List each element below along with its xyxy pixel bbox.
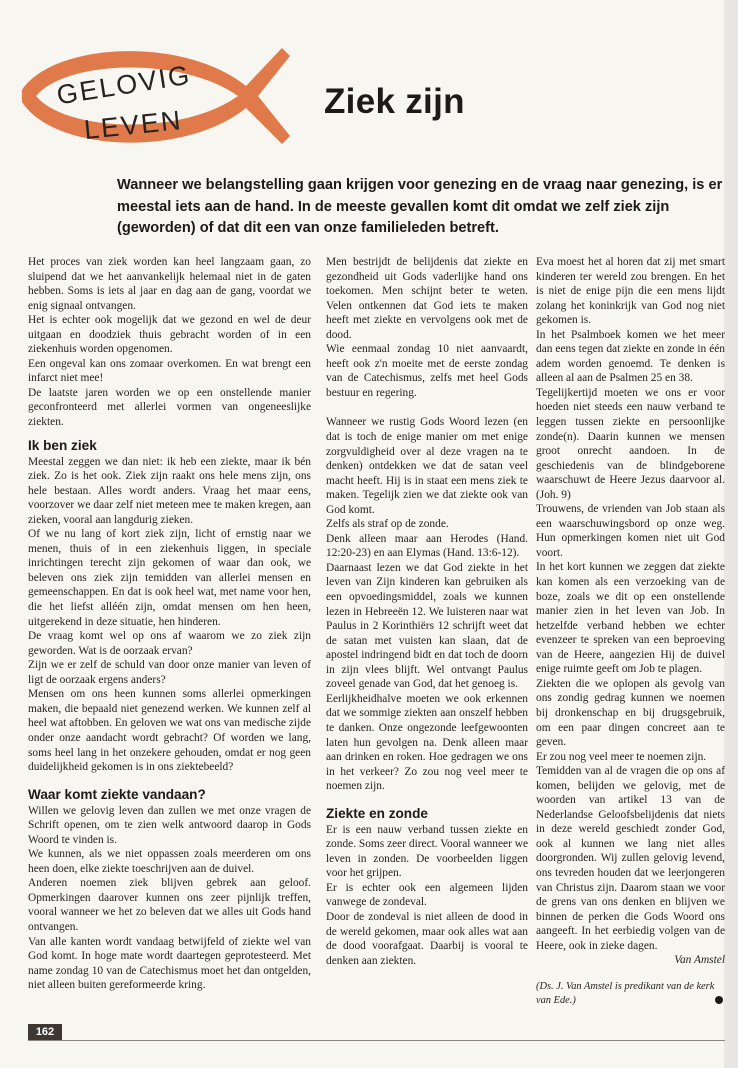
paragraph: Willen we gelovig leven dan zullen we met onze vragen de Schrift openen, om te zien welk antwoord daarop in Gods Woord te vinden is. (28, 804, 311, 846)
paragraph: Van alle kanten wordt vandaag betwijfeld of ziekte wel van God komt. In hoge mate wordt daartegen geprotesteerd. Met name zondag 10 van de Catechismus moet het dan ontgelden, niet alleen buiten gereformeerde kring. (28, 935, 311, 992)
paragraph: Er zou nog veel meer te noemen zijn. (536, 750, 707, 763)
end-bullet-icon (715, 996, 723, 1004)
section-heading-ziekte-en-zonde: Ziekte en zonde (326, 805, 428, 821)
column-1 (28, 255, 311, 993)
paragraph: De laatste jaren worden we op een onstellende manier geconfronteerd met allerlei vormen van ongeneeslijke ziekten. (28, 386, 311, 429)
paragraph: Het is echter ook mogelijk dat we gezond en wel de deur uitgaan en doodziek thuis gebracht worden of in een ziekenhuis worden opgenomen. (28, 314, 311, 356)
footer-rule (28, 1040, 725, 1041)
paragraph: Anderen noemen ziek blijven gebrek aan geloof. Opmerkingen daarover kunnen ons zeer pijnlijk treffen, vooral wanneer we het zo beleven dat we alles uit Gods hand ontvangen. (28, 877, 311, 933)
page-edge (724, 0, 738, 1068)
gelovig-leven-fish-logo (14, 28, 294, 164)
section-heading-ik-ben-ziek: Ik ben ziek (28, 437, 97, 453)
logo-word-gelovig: GELOVIG (54, 59, 194, 111)
paragraph: Er is een nauw verband tussen ziekte en zonde. Soms zeer direct. Vooral wanneer we leven in zonden. De voorbeelden liggen voor het grijpen. (326, 823, 529, 880)
paragraph: Daarnaast lezen we dat God ziekte in het leven van Zijn kinderen kan gebruiken als een opvoedingsmiddel, zoals we kunnen lezen in Hebreeën 12. We luisteren naar wat Paulus in 2 Korinthiërs 12 schrijft weet dat de satan met vuisten kan slaan, dat de apostel indringend bidt en dat toch de doorn in zijn vlees blijft. Wel ontvangt Paulus zoveel genade van God, dat het genoeg is. (326, 561, 528, 691)
paragraph: Wanneer we rustig Gods Woord lezen (en dat is toch de enige manier om met enige zorgvuldigheid over al deze vragen na te denken) ontdekken we dat de satan veel macht heeft. Hij is in staat een mens ziek te maken. Tegelijk zien we dat ziekte ook van God komt. (326, 416, 528, 516)
column-2 (326, 255, 528, 968)
article-title: Ziek zijn (324, 82, 465, 121)
paragraph: Of we nu lang of kort ziek zijn, licht of ernstig naar we menen, thuis of in een ziekenhuis liggen, in speciale inrichtingen terecht zijn gekomen of waar dan ook, we beleven ons ziek zijn temidden van allerlei mensen en gemeenschappen. En dat is ook heel wat, met name voor hen, die het liefst alléén zijn, omdat mensen om hen heen, uitgerekend in deze situatie, hen hinderen. (28, 528, 311, 628)
logo-word-leven: LEVEN (82, 105, 184, 146)
paragraph: Temidden van al de vragen die op ons af komen, belijden we gelovig, met de woorden van artikel 13 van de Nederlandse Geloofsbelijdenis dat niets in deze wereld geschiedt zonder God, ook al kunnen we lang niet alles doorgronden. Wij zullen gelovig levend, ons tevreden houden dat we leerjongeren van Christus zijn. Daarom staan we voor de grens van ons denken en blijven we binnen de perken die Gods Woord ons aangeeft. In het eerbiedig volgen van de Heere, ook in zieke dagen. (536, 765, 725, 952)
paragraph: De vraag komt wel op ons af waarom we zo ziek zijn geworden. Wat is de oorzaak ervan? (28, 630, 311, 657)
paragraph: We kunnen, als we niet oppassen zoals meerderen om ons heen doen, elke ziekte toeschrijven aan de duivel. (28, 848, 311, 875)
page-number: 162 (28, 1024, 62, 1040)
author-note-text: (Ds. J. Van Amstel is predikant van de kerk van Ede.) (536, 980, 715, 1006)
paragraph: In het kort kunnen we zeggen dat ziekte kan komen als een verzoeking van de boze, zoals we dit op een onstellende manier zien in het leven van Job. In hetzelfde verband hebben we echter evenzeer te spreken van een beproeving van de Heere, aangezien Hij de duivel enige ruimte geeft om Job te plagen. (536, 561, 725, 676)
paragraph: Wie eenmaal zondag 10 niet aanvaardt, heeft ook z'n moeite met de eerste zondag van de Catechismus, zelfs met heel Gods bestuur en regering. (326, 343, 528, 399)
paragraph: Mensen om ons heen kunnen soms allerlei opmerkingen maken, die bepaald niet genezend werken. We kunnen zelf al heel wat aftobben. En geloven we wat ons van medische zijde onder onze aandacht wordt gebracht? Of worden we lang, soms heel lang in het onzekere gehouden, omdat er nog geen duidelijkheid gekomen is in ons ziektebeeld? (28, 688, 311, 774)
section-heading-waar-komt-ziekte-vandaan: Waar komt ziekte vandaan? (28, 786, 206, 802)
paragraph: Zijn we er zelf de schuld van door onze manier van leven of ligt de oorzaak ergens anders? (28, 659, 311, 686)
paragraph: Ziekten die we oplopen als gevolg van ons zondig gedrag kunnen we noemen bij dronkenschap en bij drugsgebruik, om een paar dingen concreet aan te geven. (536, 677, 725, 749)
column-3 (536, 255, 725, 1008)
paragraph: Denk alleen maar aan Herodes (Hand. 12:20-23) en aan Elymas (Hand. 13:6-12). (326, 532, 528, 560)
paragraph: Door de zondeval is niet alleen de dood in de wereld gekomen, maar ook alles wat aan de dood voorafgaat. Daarbij is vooral te denken aan ziekten. (326, 910, 528, 967)
paragraph: In het Psalmboek komen we het meer dan eens tegen dat ziekte en zonde in één adem worden genoemd. Te denken is alleen al aan de Psalmen 25 en 38. (536, 328, 725, 385)
paragraph-gap (326, 400, 528, 415)
paragraph: Meestal zeggen we dan niet: ik heb een ziekte, maar ik bén ziek. Zo is het ook. Ziek zijn raakt ons hele mens zijn, ons hele bestaan. Alles wordt anders. Vraag het maar eens, voorzover we daar zelf niet meteen mee te maken kregen, aan zieken, vooral aan langdurig zieken. (28, 455, 311, 526)
paragraph: Trouwens, de vrienden van Job staan als een waarschuwingsbord op onze weg. Hun opmerkingen komen niet uit God voort. (536, 503, 725, 559)
article-intro: Wanneer we belangstelling gaan krijgen voor genezing en de vraag naar genezing, is er meestal iets aan de hand. In de meeste gevallen komt dit omdat we zelf ziek zijn (geworden) of dat dit een van onze familieleden betreft. (117, 177, 723, 236)
paragraph: Er is echter ook een algemeen lijden vanwege de zondeval. (326, 881, 528, 909)
author-signature: Van Amstel (674, 954, 725, 967)
paragraph: Eerlijkheidhalve moeten we ook erkennen dat we sommige ziekten aan onszelf hebben te danken. Onze ongezonde leefgewoonten laten hun gevolgen na. Denk alleen maar aan drinken en roken. Hoe gedragen we ons in het verkeer? Zo zou nog veel meer te noemen zijn. (326, 692, 528, 793)
paragraph: Het proces van ziek worden kan heel langzaam gaan, zo sluipend dat we het aanvankelijk helemaal niet in de gaten hebben. Soms is iets al jaar en dag aan de gang, voordat we enig signaal ontvangen. (28, 256, 311, 312)
paragraph: Men bestrijdt de belijdenis dat ziekte en gezondheid uit Gods vaderlijke hand ons toekomen. Men schijnt beter te weten. Velen ontkennen dat God iets te maken heeft met ziekte en vervolgens ook met de dood. (326, 256, 528, 341)
paragraph: Tegelijkertijd moeten we ons er voor hoeden niet steeds een nauw verband te leggen tussen ziekte en persoonlijke zonde(n). Daarin kunnen we mensen groot onrecht aandoen. In de geschiedenis van de blindgeborene waarschuwt de Heere Jezus daarvoor al. (Joh. 9) (536, 386, 725, 501)
paragraph: Eva moest het al horen dat zij met smart kinderen ter wereld zou brengen. En het is niet de enige pijn die een mens lijdt zolang het koninkrijk van God nog niet gekomen is. (536, 256, 725, 327)
paragraph: Zelfs als straf op de zonde. (326, 518, 449, 531)
paragraph: Een ongeval kan ons zomaar overkomen. En wat brengt een infarct niet mee! (28, 357, 311, 385)
author-note (536, 980, 725, 1008)
